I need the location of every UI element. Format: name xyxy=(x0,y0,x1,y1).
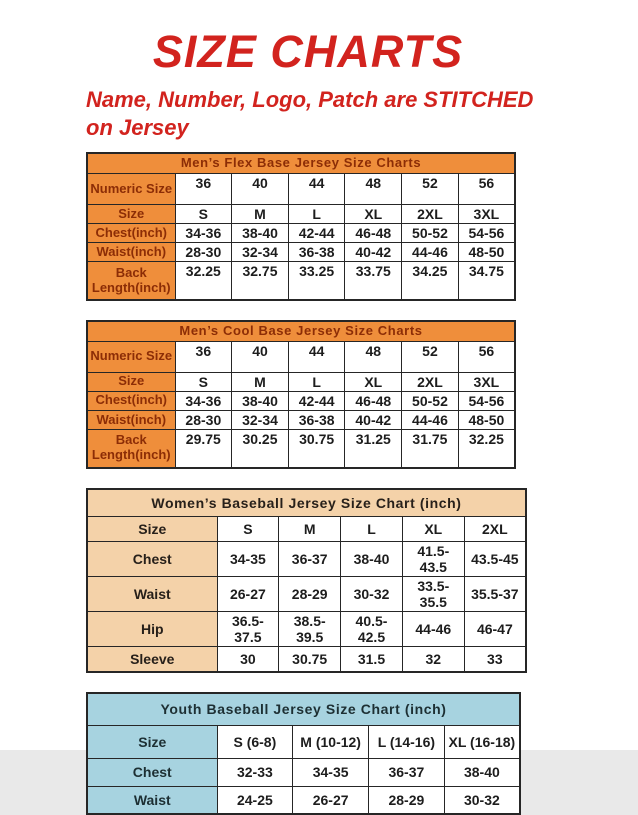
size-cell: XL (16-18) xyxy=(444,725,520,758)
tables-area xyxy=(86,152,530,815)
content-column xyxy=(86,0,534,815)
size-cell: 42-44 xyxy=(288,391,345,410)
table-row xyxy=(87,516,526,541)
size-cell: 34-35 xyxy=(293,758,369,786)
size-cell: 30.75 xyxy=(288,430,345,468)
size-cell: 40.5-42.5 xyxy=(341,611,403,646)
mens-cool-base-table xyxy=(86,320,516,469)
size-cell: 33.25 xyxy=(288,262,345,300)
size-cell: 46-47 xyxy=(464,611,526,646)
size-cell: L xyxy=(341,516,403,541)
table-row xyxy=(87,205,515,224)
table-row xyxy=(87,647,526,672)
table-row xyxy=(87,224,515,243)
size-cell: 26-27 xyxy=(293,786,369,814)
row-label: Back Length(inch) xyxy=(87,262,175,300)
size-cell: 40 xyxy=(232,174,289,205)
womens-baseball-table xyxy=(86,488,527,673)
size-cell: 32.25 xyxy=(175,262,232,300)
size-cell: 38-40 xyxy=(232,224,289,243)
size-cell: XL xyxy=(345,205,402,224)
size-cell: 35.5-37 xyxy=(464,576,526,611)
table-caption-row xyxy=(87,153,515,174)
table-row xyxy=(87,391,515,410)
size-cell: 36 xyxy=(175,174,232,205)
size-cell: M xyxy=(279,516,341,541)
size-cell: 48-50 xyxy=(458,243,515,262)
row-label: Chest(inch) xyxy=(87,391,175,410)
size-cell: 34.75 xyxy=(458,262,515,300)
size-cell: 2XL xyxy=(402,372,459,391)
table-row xyxy=(87,341,515,372)
size-cell: 54-56 xyxy=(458,391,515,410)
size-cell: 30-32 xyxy=(444,786,520,814)
size-cell: 38.5-39.5 xyxy=(279,611,341,646)
size-cell: 50-52 xyxy=(402,391,459,410)
table-row xyxy=(87,243,515,262)
size-cell: 48-50 xyxy=(458,410,515,429)
size-cell: 30-32 xyxy=(341,576,403,611)
size-cell: 33.5-35.5 xyxy=(402,576,464,611)
size-cell: 32.75 xyxy=(232,262,289,300)
table-caption-row xyxy=(87,693,520,726)
size-cell: 50-52 xyxy=(402,224,459,243)
size-cell: 31.25 xyxy=(345,430,402,468)
table-row xyxy=(87,611,526,646)
size-cell: 29.75 xyxy=(175,430,232,468)
size-cell: 33.75 xyxy=(345,262,402,300)
table-row xyxy=(87,576,526,611)
size-cell: 24-25 xyxy=(217,786,293,814)
size-cell: L xyxy=(288,205,345,224)
table-row xyxy=(87,410,515,429)
youth-baseball-table xyxy=(86,692,521,815)
size-cell: 56 xyxy=(458,341,515,372)
size-cell: 3XL xyxy=(458,372,515,391)
size-cell: 33 xyxy=(464,647,526,672)
size-cell: 36-38 xyxy=(288,243,345,262)
size-cell: 31.5 xyxy=(341,647,403,672)
row-label: Back Length(inch) xyxy=(87,430,175,468)
size-cell: 48 xyxy=(345,341,402,372)
size-cell: S (6-8) xyxy=(217,725,293,758)
size-cell: L (14-16) xyxy=(369,725,445,758)
size-cell: 52 xyxy=(402,341,459,372)
row-label: Waist xyxy=(87,786,217,814)
size-cell: 32.25 xyxy=(458,430,515,468)
row-label: Waist xyxy=(87,576,217,611)
size-cell: 44-46 xyxy=(402,410,459,429)
size-cell: 43.5-45 xyxy=(464,541,526,576)
size-cell: 28-29 xyxy=(279,576,341,611)
table-row xyxy=(87,786,520,814)
size-cell: 30 xyxy=(217,647,279,672)
table-caption-row xyxy=(87,321,515,342)
size-cell: 40 xyxy=(232,341,289,372)
row-label: Numeric Size xyxy=(87,341,175,372)
size-cell: 34-36 xyxy=(175,391,232,410)
size-cell: 36-37 xyxy=(279,541,341,576)
size-cell: 30.75 xyxy=(279,647,341,672)
row-label: Waist(inch) xyxy=(87,410,175,429)
size-cell: M xyxy=(232,372,289,391)
size-cell: 48 xyxy=(345,174,402,205)
size-cell: 32-33 xyxy=(217,758,293,786)
size-cell: XL xyxy=(402,516,464,541)
size-cell: 36-37 xyxy=(369,758,445,786)
size-cell: 30.25 xyxy=(232,430,289,468)
size-cell: 28-30 xyxy=(175,243,232,262)
size-cell: 44 xyxy=(288,341,345,372)
size-cell: 44-46 xyxy=(402,611,464,646)
size-cell: 2XL xyxy=(464,516,526,541)
table-row xyxy=(87,725,520,758)
size-cell: 28-29 xyxy=(369,786,445,814)
size-cell: L xyxy=(288,372,345,391)
size-cell: 26-27 xyxy=(217,576,279,611)
size-cell: S xyxy=(217,516,279,541)
size-cell: 3XL xyxy=(458,205,515,224)
womens-baseball-title: Women’s Baseball Jersey Size Chart (inch) xyxy=(87,489,526,517)
row-label: Chest(inch) xyxy=(87,224,175,243)
row-label: Size xyxy=(87,725,217,758)
size-cell: 36.5-37.5 xyxy=(217,611,279,646)
size-cell: 32-34 xyxy=(232,410,289,429)
row-label: Waist(inch) xyxy=(87,243,175,262)
table-row xyxy=(87,541,526,576)
size-cell: 32-34 xyxy=(232,243,289,262)
size-cell: M (10-12) xyxy=(293,725,369,758)
row-label: Chest xyxy=(87,758,217,786)
row-label: Chest xyxy=(87,541,217,576)
table-row xyxy=(87,262,515,300)
row-label: Hip xyxy=(87,611,217,646)
mens-flex-base-table xyxy=(86,152,516,301)
table-row xyxy=(87,372,515,391)
size-cell: XL xyxy=(345,372,402,391)
row-label: Size xyxy=(87,516,217,541)
size-cell: 28-30 xyxy=(175,410,232,429)
size-cell: 38-40 xyxy=(444,758,520,786)
size-cell: 34-36 xyxy=(175,224,232,243)
mens-flex-base-title: Men’s Flex Base Jersey Size Charts xyxy=(87,153,515,174)
size-cell: 46-48 xyxy=(345,224,402,243)
page-subtitle: Name, Number, Logo, Patch are STITCHED on Jersey xyxy=(86,87,534,140)
size-cell: 46-48 xyxy=(345,391,402,410)
size-cell: S xyxy=(175,372,232,391)
size-cell: 54-56 xyxy=(458,224,515,243)
page-title: SIZE CHARTS xyxy=(152,26,464,77)
size-cell: 52 xyxy=(402,174,459,205)
size-cell: 44 xyxy=(288,174,345,205)
mens-cool-base-title: Men’s Cool Base Jersey Size Charts xyxy=(87,321,515,342)
size-cell: 36-38 xyxy=(288,410,345,429)
row-label: Size xyxy=(87,205,175,224)
size-cell: M xyxy=(232,205,289,224)
size-cell: 34-35 xyxy=(217,541,279,576)
size-cell: 40-42 xyxy=(345,243,402,262)
size-cell: 32 xyxy=(402,647,464,672)
size-cell: 38-40 xyxy=(341,541,403,576)
row-label: Size xyxy=(87,372,175,391)
size-cell: 41.5-43.5 xyxy=(402,541,464,576)
table-row xyxy=(87,174,515,205)
table-row xyxy=(87,430,515,468)
size-cell: 42-44 xyxy=(288,224,345,243)
row-label: Numeric Size xyxy=(87,174,175,205)
size-cell: 40-42 xyxy=(345,410,402,429)
size-cell: 2XL xyxy=(402,205,459,224)
size-cell: 34.25 xyxy=(402,262,459,300)
table-caption-row xyxy=(87,489,526,517)
row-label: Sleeve xyxy=(87,647,217,672)
size-cell: 56 xyxy=(458,174,515,205)
youth-baseball-title: Youth Baseball Jersey Size Chart (inch) xyxy=(87,693,520,726)
size-cell: 44-46 xyxy=(402,243,459,262)
table-row xyxy=(87,758,520,786)
size-cell: 38-40 xyxy=(232,391,289,410)
size-cell: 31.75 xyxy=(402,430,459,468)
size-cell: S xyxy=(175,205,232,224)
size-cell: 36 xyxy=(175,341,232,372)
